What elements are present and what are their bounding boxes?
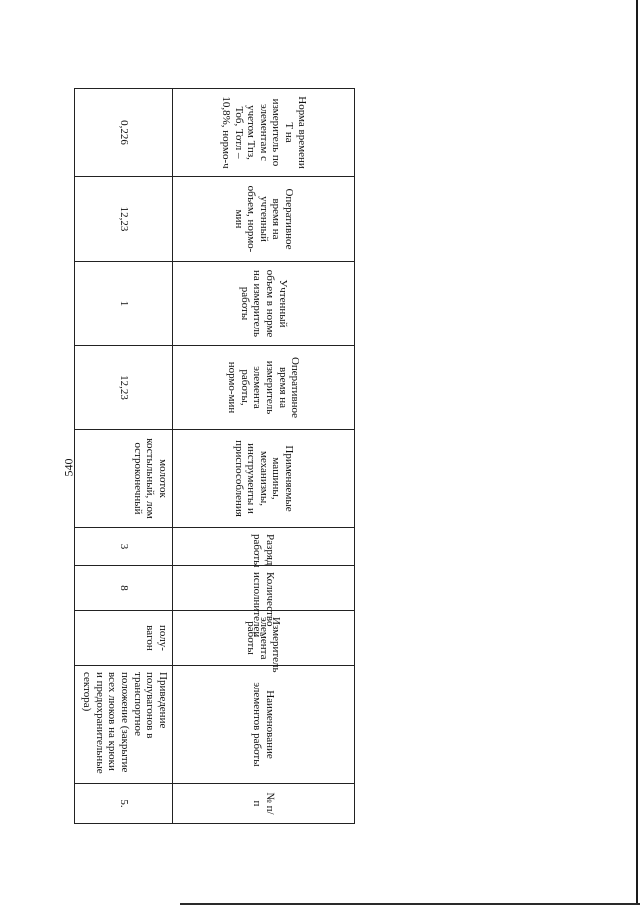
cell-work-grade: 3 — [75, 528, 173, 566]
header-norm-time: Норма времени Т на измеритель по элементам с учетом Тпз, Тоб, Тотл – 10,8%, нормо-ч — [173, 89, 355, 177]
norms-table-rotor — [75, 88, 355, 823]
header-operative-time-unit: Оперативное время на измеритель элемента работы, нормо-мин — [173, 346, 355, 430]
header-work-unit: Измеритель элемента работы — [173, 611, 355, 666]
page-number: 540 — [61, 458, 76, 477]
header-work-name: Наименование элементов работы — [173, 666, 355, 784]
norms-table — [74, 88, 355, 824]
cell-norm-time: 0,226 — [75, 89, 173, 177]
header-machines: Применяемые машины, механизмы, инструменты и приспособления — [173, 430, 355, 528]
cell-work-unit: полу-вагон — [75, 611, 173, 666]
header-counted-volume: Учтенный объем в норме на измеритель работы — [173, 262, 355, 346]
cell-operative-time-unit: 12,23 — [75, 346, 173, 430]
cell-counted-volume: 1 — [75, 262, 173, 346]
page-edge-right — [636, 0, 638, 905]
cell-workers-count: 8 — [75, 566, 173, 611]
header-operative-time-volume: Оперативное время на учтенный объем, нормо-мин — [173, 177, 355, 262]
header-work-grade: Разряд работы — [173, 528, 355, 566]
table-header-row — [173, 89, 355, 824]
cell-work-name: Приведение полувагонов в транспортное положение (закрытие всех люков на крюки и предохранительные сектора) — [75, 666, 173, 784]
header-workers-count: Количество исполнителей — [173, 566, 355, 611]
header-row-number: № п/п — [173, 784, 355, 824]
cell-row-number: 5. — [75, 784, 173, 824]
table-row — [75, 89, 173, 824]
cell-operative-time-volume: 12,23 — [75, 177, 173, 262]
norms-table-container — [75, 88, 355, 823]
cell-machines: молоток костыльный, лом остроконечный — [75, 430, 173, 528]
